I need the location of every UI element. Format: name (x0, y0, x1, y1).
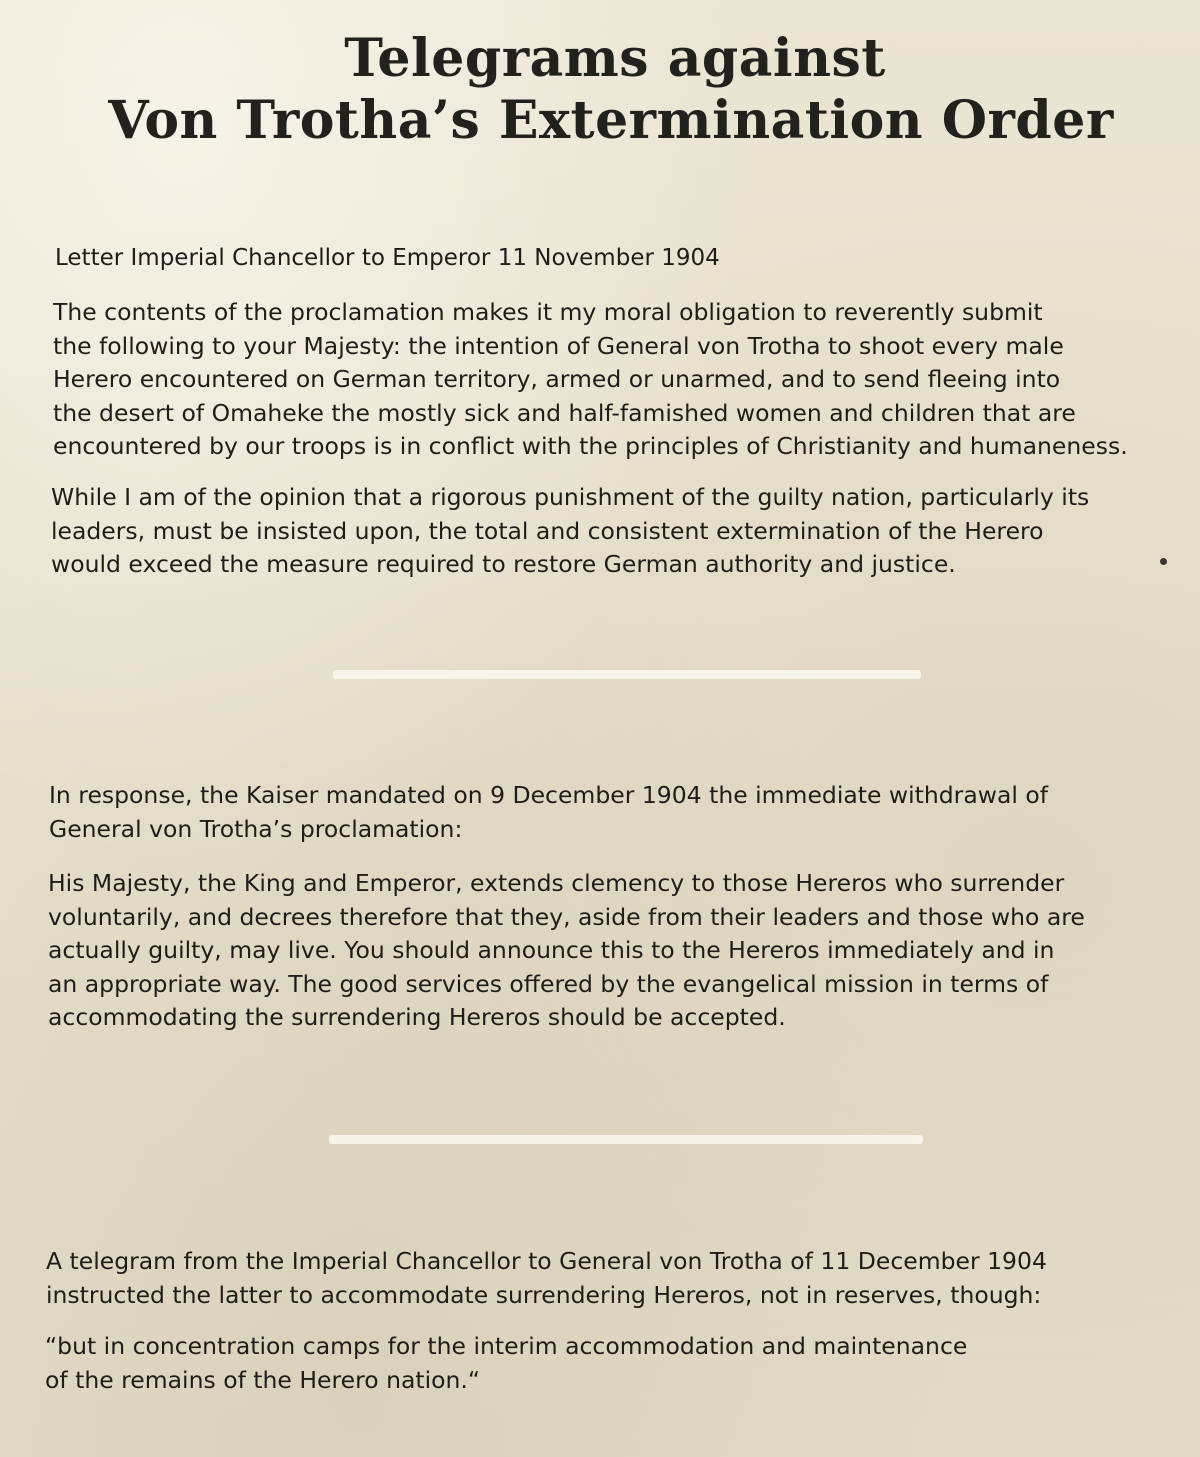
section3-heading (46, 1245, 1047, 1312)
divider (333, 670, 921, 679)
section2-paragraph (48, 867, 1085, 1035)
text-line: the desert of Omaheke the mostly sick and half-famished women and children that are (53, 398, 1076, 427)
text-line: would exceed the measure required to restore German authority and justice. (51, 550, 956, 578)
text-line: voluntarily, and decrees therefore that they, aside from their leaders and those who are (48, 902, 1085, 931)
text-line: The contents of the proclamation makes it my moral obligation to reverently submit (53, 298, 1043, 326)
text-line: While I am of the opinion that a rigorous punishment of the guilty nation, particularly its (51, 483, 1090, 511)
section1-heading: Letter Imperial Chancellor to Emperor 11 November 1904 (55, 245, 720, 271)
text-line: A telegram from the Imperial Chancellor to General von Trotha of 11 December 1904 (46, 1247, 1047, 1275)
text-line: instructed the latter to accommodate surrendering Hereros, not in reserves, though: (46, 1280, 1042, 1309)
divider (329, 1135, 923, 1144)
text-line: an appropriate way. The good services offered by the evangelical mission in terms of (48, 969, 1049, 998)
text-line: “but in concentration camps for the interim accommodation and maintenance (45, 1332, 968, 1360)
section3-quote (45, 1330, 967, 1397)
section2-heading (49, 779, 1048, 846)
section1-paragraph-2 (51, 481, 1089, 582)
text-line: encountered by our troops is in conflict with the principles of Christianity and humaneness. (53, 432, 1128, 460)
text-line: Herero encountered on German territory, armed or unarmed, and to send fleeing into (53, 365, 1061, 393)
text-line: In response, the Kaiser mandated on 9 December 1904 the immediate withdrawal of (49, 781, 1049, 809)
dirt-speck (1160, 558, 1167, 565)
text-line: actually guilty, may live. You should announce this to the Hereros immediately and in (48, 936, 1055, 964)
text-line: General von Trotha’s proclamation: (49, 814, 463, 843)
text-line: accommodating the surrendering Hereros should be accepted. (48, 1003, 786, 1031)
text-line: the following to your Majesty: the intention of General von Trotha to shoot every male (53, 331, 1064, 360)
text-line: leaders, must be insisted upon, the total and consistent extermination of the Herero (51, 516, 1044, 545)
title-line-1: Telegrams against (344, 28, 886, 89)
section1-paragraph-1 (53, 296, 1128, 464)
panel-title (0, 28, 1200, 152)
text-line: of the remains of the Herero nation.“ (45, 1365, 481, 1394)
text-line: His Majesty, the King and Emperor, extends clemency to those Hereros who surrender (48, 869, 1065, 897)
title-line-2: Von Trotha’s Extermination Order (108, 90, 1114, 151)
